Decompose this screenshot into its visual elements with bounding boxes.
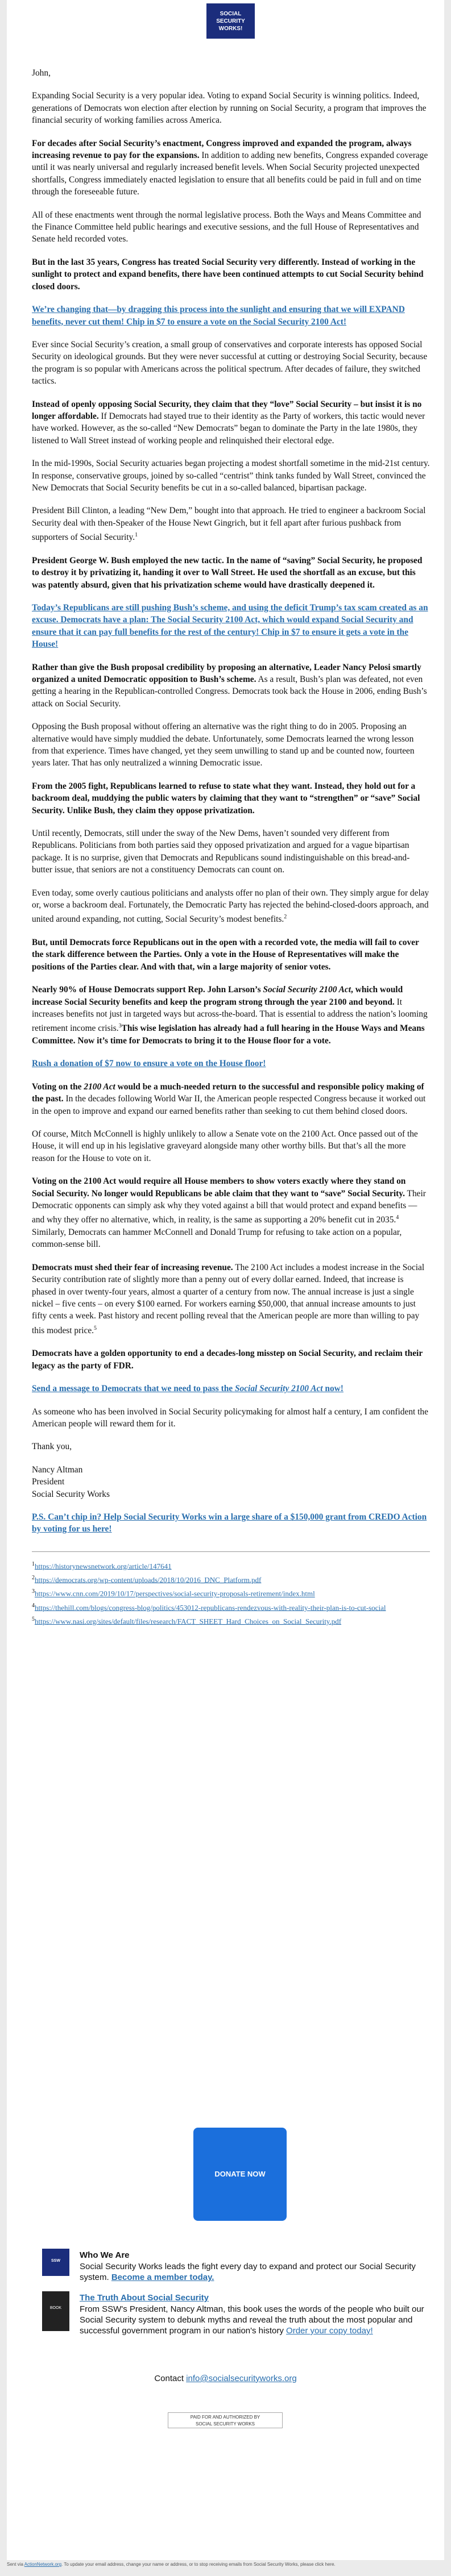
text: The 2100 Act includes a modest increase in the Social Security contribution rate of slightly more than a penny out of every dollar earned. Indeed, that increase is phased in over twenty-four years, almost a quarter of a century from now. The annual increase is just a single nickel – five cents – on every $100 earned. For workers earning $50,000, that annual increase amounts to just fifty cents a week. Past history and recent polling reveal that the American people are more than willing to pay this modest price. xyxy=(32,1262,425,1335)
footnote-num: 5 xyxy=(32,1616,35,1623)
text: , which would increase Social Security benefits and keep the program strong through the year 2100 and beyond. xyxy=(32,985,403,1007)
footnote-num: 4 xyxy=(32,1602,35,1609)
paragraph: Opposing the Bush proposal without offering an alternative was the right thing to do in 2005. Proposing an alternative would have simply muddied the debate. Unfortunately, some Democrats learned the wrong lesson from that experience. Times have changed, yet they seem unwilling to stand up and be counted now, fourteen years later. That has only neutralized a winning Democratic issue. xyxy=(32,722,415,768)
paragraph: All of these enactments went through the normal legislative process. Both the Ways and Means Committee and the Finance Committee held public hearings and executive sessions, and the full House of Representatives and Senate held recorded votes. xyxy=(32,210,421,244)
paragraph xyxy=(32,138,430,198)
footnote-link[interactable]: https://thehill.com/blogs/congress-blog/politics/453012-republicans-rendezvous-with-reality-their-plan-is-to-cut-social xyxy=(35,1603,386,1612)
paragraph xyxy=(32,984,430,1047)
cta-link-vote[interactable]: We’re changing that—by dragging this process into the sunlight and ensuring that we will EXPAND benefits, never cut them! Chip in $7 to ensure a vote on the Social Security 2100 Act! xyxy=(32,305,405,327)
paid-line2: SOCIAL SECURITY WORKS xyxy=(195,2421,255,2427)
footnote-ref: 3 xyxy=(118,1023,122,1030)
text: It increases benefits not just in targeted ways but across-the-board. That is essential to address the nation’s looming retirement income crisis. xyxy=(32,997,428,1034)
bold-text xyxy=(32,985,403,1006)
italic-text: Social Security 2100 Act xyxy=(263,985,351,995)
paragraph: As someone who has been involved in Social Security policymaking for almost half a century, I am confident the American people will reward them for it. xyxy=(32,1406,428,1429)
cta-link-donate[interactable]: Rush a donation of $7 now to ensure a vote on the House floor! xyxy=(32,1059,266,1069)
bold-text: From the 2005 fight, Republicans learned to refuse to state what they want. Instead, they hold out for a backroom deal, muddying the public waters by claiming that they want to “strengthen” or “save” Social Security. Unlike Bush, they claim they oppose privatization. xyxy=(32,781,420,815)
bold-text: Democrats must shed their fear of increasing revenue. xyxy=(32,1262,233,1272)
greeting: John, xyxy=(32,68,51,78)
paragraph: Of course, Mitch McConnell is highly unlikely to allow a Senate vote on the 2100 Act. Once passed out of the House, it will end up in his legislative graveyard alongside many other worthy bills. But that’s all the more reason for the House to vote on it. xyxy=(32,1129,418,1163)
contact-label: Contact xyxy=(154,2374,187,2383)
paragraph xyxy=(32,780,430,817)
cta-paragraph xyxy=(32,1383,430,1395)
text: If Democrats had stayed true to their identity as the Party of workers, this tactic would never have worked. However, as the so-called “New Democrats” began to dominate the Party in the late 1980s, they listened to Wall Street instead of working people and relinquished their electoral edge. xyxy=(32,411,425,446)
contact-email-link[interactable]: info@socialsecurityworks.org xyxy=(186,2374,297,2383)
email-card xyxy=(7,0,444,2560)
text: Even today, some overly cautious politicians and analysts offer no plan of their own. They simply argue for delay or, worse a backroom deal. Fortunately, the Democratic Party has rejected the behind-closed-doors approach, and united around expanding, not cutting, Social Security’s modest benefits. xyxy=(32,888,429,925)
text: President Bill Clinton, a leading “New Dem,” bought into that approach. He tried to engineer a backroom Social Security deal with then-Speaker of the House Newt Gingrich, but it fell apart after furious pushback from supporters of Social Security. xyxy=(32,506,426,543)
paid-line1: PAID FOR AND AUTHORIZED BY xyxy=(190,2415,260,2420)
cta-paragraph xyxy=(32,303,430,328)
bold-text: Instead of openly opposing Social Security, they claim that they “love” Social Security – but insist it is no longer affordable. xyxy=(32,399,422,421)
footnote-ref: 5 xyxy=(94,1325,97,1331)
footnote-link[interactable]: https://www.nasi.org/sites/default/files/research/FACT_SHEET_Hard_Choices_on_Social_Security.pdf xyxy=(35,1617,342,1626)
signature-org: Social Security Works xyxy=(32,1489,110,1499)
link-text: now! xyxy=(322,1384,344,1394)
footnote-num: 1 xyxy=(32,1560,35,1567)
book-text: From SSW's President, Nancy Altman, this book uses the words of the people who built our Social Security system to debunk myths and reveal the truth about the most popular and successful government program in our nation's history xyxy=(80,2304,424,2336)
footnote-ref: 4 xyxy=(396,1214,399,1221)
paragraph: Expanding Social Security is a very popular idea. Voting to expand Social Security is winning politics. Indeed, generations of Democrats won election after election by running on Social Security, a program that improves the financial security of working families across America. xyxy=(32,91,427,126)
bold-text: Voting on the 2100 Act would require all House members to show voters exactly where they stand on Social Security. No longer would Republicans be able claim that they want to “save” Social Security. xyxy=(32,1176,406,1198)
action-network-link[interactable]: ActionNetwork.org xyxy=(24,2562,62,2567)
bold-text: But, until Democrats force Republicans out in the open with a recorded vote, the media will fail to cover the stark difference between the Parties. Only a vote in the House of Representatives will make the positions of the Parties clear. And with that, win a large majority of senior votes. xyxy=(32,938,419,972)
cta-paragraph xyxy=(32,602,430,651)
who-title: Who We Are xyxy=(80,2250,130,2260)
email-body xyxy=(32,67,430,1629)
book-cover-thumbnail: BOOK xyxy=(42,2291,69,2331)
paragraph xyxy=(32,1262,430,1337)
contact-line xyxy=(7,2374,444,2383)
text: would be a much-needed return to the successful and responsible policy making of the past. xyxy=(32,1081,424,1104)
book-title-link[interactable]: The Truth About Social Security xyxy=(80,2293,209,2303)
bold-text: Democrats have a golden opportunity to end a decades-long misstep on Social Security, and reclaim their legacy as the party of FDR. xyxy=(32,1349,423,1371)
text: In the decades following World War II, the American people respected Congress because it worked out in the open to improve and expand our earned benefits rather than seeking to cut them behind closed doors. xyxy=(32,1094,426,1116)
who-text: Social Security Works leads the fight every day to expand and protect our Social Security system. xyxy=(80,2262,416,2282)
logo-line3: WORKS! xyxy=(218,26,243,32)
footnote xyxy=(32,1615,430,1626)
who-text-block xyxy=(80,2250,435,2283)
paragraph xyxy=(32,887,430,926)
paragraph: Ever since Social Security’s creation, a small group of conservatives and corporate interests has opposed Social Security on ideological grounds. But they were never successful at cutting or destroying Social Security, because the program is so popular with Americans across the political spectrum. After decades of failure, they switched tactics. xyxy=(32,339,428,386)
ps-paragraph xyxy=(32,1511,430,1535)
footer-text: Sent via xyxy=(7,2562,24,2567)
paragraph xyxy=(32,256,430,293)
book-text-block xyxy=(80,2292,432,2336)
footnote-ref: 1 xyxy=(135,532,138,539)
signature-name: Nancy Altman xyxy=(32,1464,83,1475)
paragraph xyxy=(32,937,430,973)
footnote xyxy=(32,1601,430,1612)
paragraph xyxy=(32,1347,430,1372)
cta-paragraph xyxy=(32,1058,430,1069)
paragraph: In the mid-1990s, Social Security actuaries began projecting a modest shortfall sometime in the mid-21st century. In response, conservative groups, joined by so-called “centrist” think tanks funded by Wall Street, convinced the New Democrats that Social Security benefits be cut in a so-called balanced, bipartisan package. xyxy=(32,459,430,493)
link-italic-text: Social Security 2100 Act xyxy=(234,1384,323,1394)
footer-text: . To update your email address, change your name or address, or to stop receiving emails from Social Security Works, please click here. xyxy=(61,2562,336,2567)
footnote-link[interactable]: https://democrats.org/wp-content/uploads/2018/10/2016_DNC_Platform.pdf xyxy=(35,1575,262,1584)
ssw-logo[interactable] xyxy=(206,3,255,39)
footnote-num: 3 xyxy=(32,1588,35,1595)
logo-line2: SECURITY xyxy=(216,18,245,24)
order-copy-link[interactable]: Order your copy today! xyxy=(286,2326,373,2336)
cta-link-bush[interactable]: Today’s Republicans are still pushing Bush’s scheme, and using the deficit Trump’s tax scam created as an excuse. Democrats have a plan: The Social Security 2100 Act, which would expand Social Security and ensure that it can pay full benefits for the rest of the century! Chip in $7 to ensure it gets a vote in the House! xyxy=(32,602,428,650)
signature-title: President xyxy=(32,1477,65,1487)
italic-text: 2100 Act xyxy=(84,1081,115,1092)
paid-for-box xyxy=(168,2412,283,2428)
become-member-link[interactable]: Become a member today. xyxy=(111,2273,214,2282)
cta-link-message[interactable] xyxy=(32,1384,344,1393)
paragraph xyxy=(32,555,430,591)
footnote-link[interactable]: https://historynewsnetwork.org/article/147641 xyxy=(35,1562,172,1571)
bold-text: For decades after Social Security’s enactment, Congress improved and expanded the program, always increasing revenue to pay for the expansions. xyxy=(32,138,412,161)
bold-text: This wise legislation has already had a full hearing in the House Ways and Means Committee. Now it’s time for Democrats to bring it to the House floor for a vote. xyxy=(32,1023,425,1046)
paragraph xyxy=(32,398,430,447)
ps-link-credo[interactable]: P.S. Can’t chip in? Help Social Security Works win a large share of a $150,000 grant from CREDO Action by voting for us here! xyxy=(32,1512,427,1534)
footnote xyxy=(32,1587,430,1598)
text: Nearly 90% of House Democrats support Rep. John Larson’s xyxy=(32,985,263,995)
text: In addition to adding new benefits, Congress expanded coverage until it was nearly universal and regularly increased benefit levels. When Social Security projected unexpected shortfalls, Congress immediately enacted legislation to ensure that all benefits could be paid in full and on time through the foreseeable future. xyxy=(32,151,428,197)
bold-text: But in the last 35 years, Congress has treated Social Security very differently. Instead of working in the sunlight to protect and expand benefits, there have been continued attempts to cut Social Security behind closed doors. xyxy=(32,257,424,292)
footnote-link[interactable]: https://www.cnn.com/2019/10/17/perspectives/social-security-proposals-retirement/index.html xyxy=(35,1589,315,1598)
footnote xyxy=(32,1574,430,1584)
text: Voting on the xyxy=(32,1081,84,1092)
ssw-thumbnail: SSW xyxy=(42,2249,69,2276)
footer-note xyxy=(7,2562,336,2567)
footnote-ref: 2 xyxy=(284,914,287,921)
paragraph xyxy=(32,1081,430,1117)
footnotes xyxy=(32,1551,430,1626)
footnote-num: 2 xyxy=(32,1575,35,1582)
donate-button[interactable]: DONATE NOW xyxy=(193,2128,287,2221)
logo-line1: SOCIAL xyxy=(220,11,242,17)
paragraph: Until recently, Democrats, still under the sway of the New Dems, haven’t sounded very different from Republicans. Politicians from both parties said they opposed privatization and argued for a vague bipartisan package. It is no surprise, given that Democrats and Republicans sound indistinguishable on this bread-and-butter issue, that seniors are not a constituency Democrats can count on. xyxy=(32,829,410,875)
text: Similarly, Democrats can hammer McConnell and Donald Trump for refusing to take action on a popular, common-sense bill. xyxy=(32,1227,402,1250)
paragraph xyxy=(32,505,430,543)
link-text: Send a message to Democrats that we need to pass the xyxy=(32,1384,235,1394)
bold-text: President George W. Bush employed the new tactic. In the name of “saving” Social Security, he proposed to destroy it by privatizing it, handing it over to Wall Street. He used the shortfall as an excuse, but this was patently absurd, given that his privatization scheme would have drastically deepened it. xyxy=(32,555,423,590)
thanks: Thank you, xyxy=(32,1442,72,1452)
bold-text: Rather than give the Bush proposal credibility by proposing an alternative, Leader Nancy Pelosi smartly organized a united Democratic opposition to Bush’s scheme. xyxy=(32,662,421,684)
paragraph xyxy=(32,1175,430,1251)
text: As a result, Bush’s plan was defeated, not even getting a hearing in the Republican-controlled Congress. Democrats took back the House in 2006, ending Bush’s attack on Social Security. xyxy=(32,674,427,709)
paragraph xyxy=(32,661,430,710)
footnote xyxy=(32,1560,430,1571)
text: Their Democratic opponents can simply ask why they voted against a bill that would protect and expand benefits — and why they offer no alternative, which, in reality, is the same as supporting a 20% benefit cut in 2035. xyxy=(32,1188,426,1225)
